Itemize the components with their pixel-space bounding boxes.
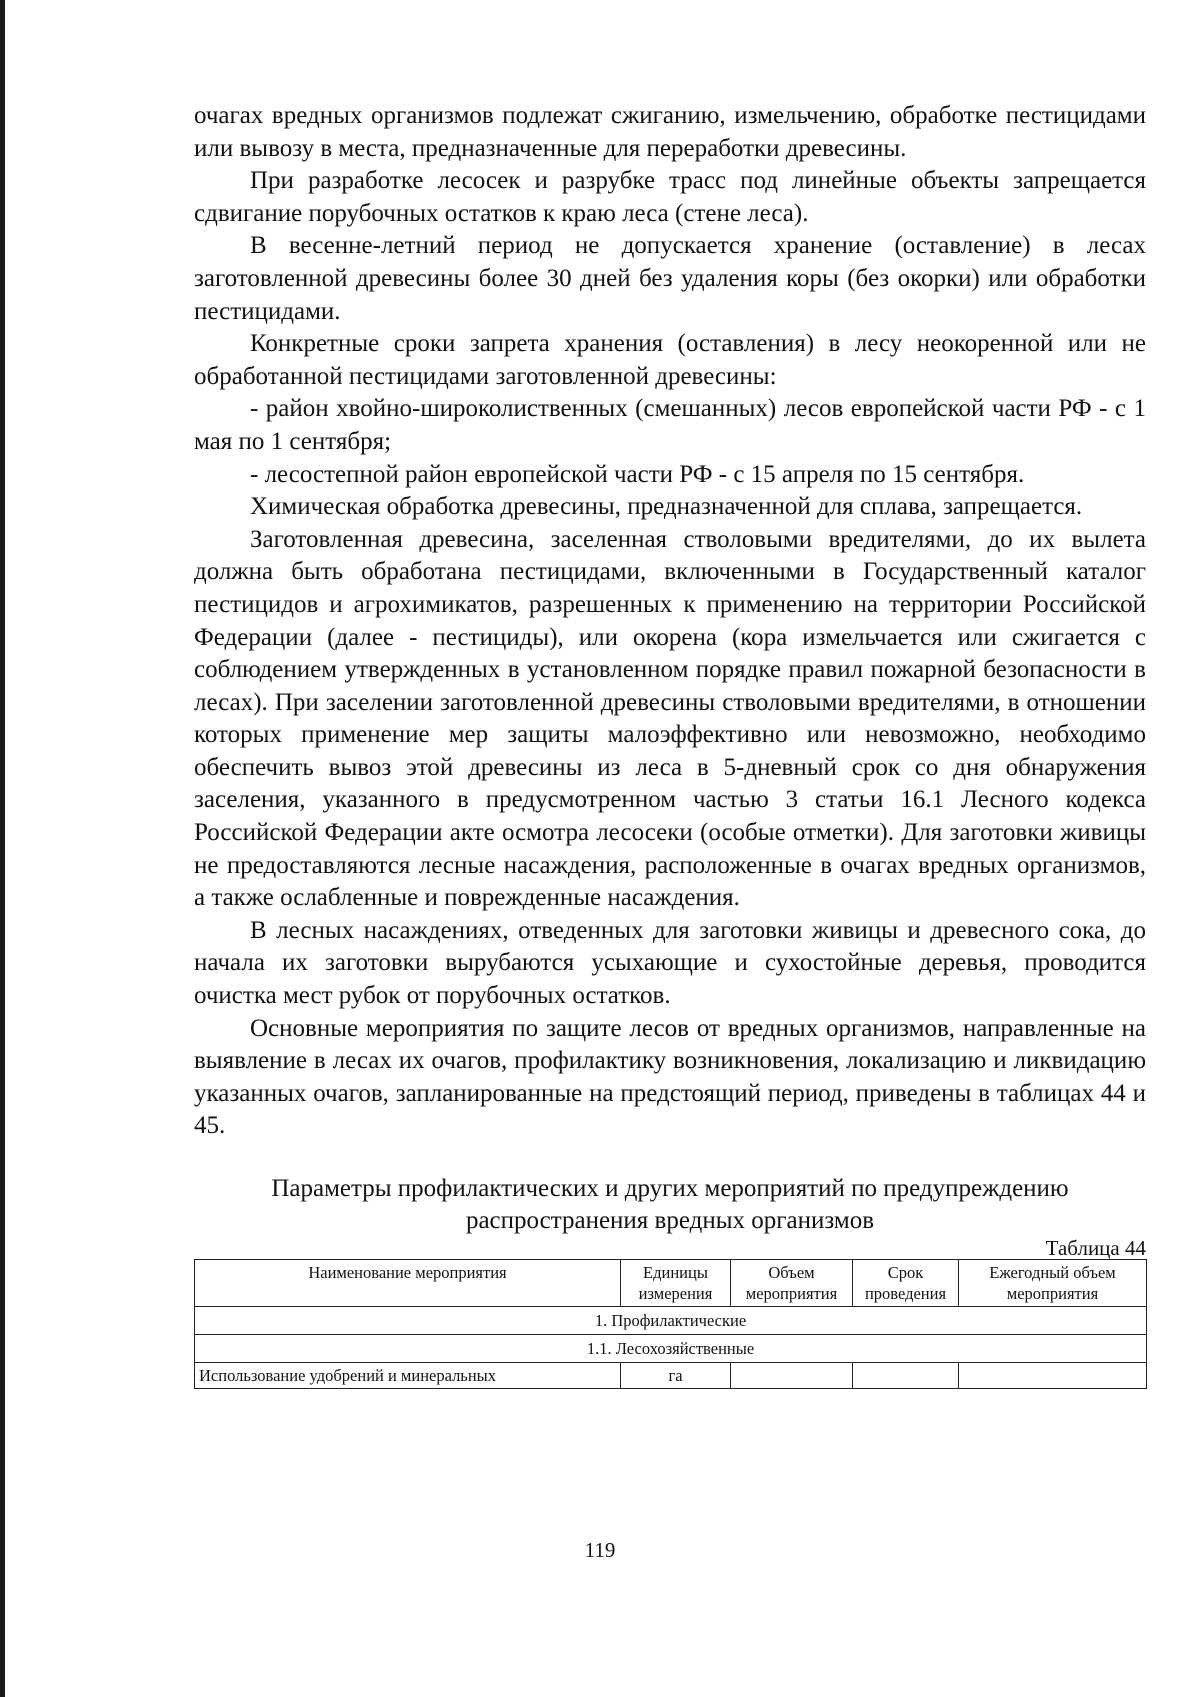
table-heading: Параметры профилактических и других мероприятий по предупреждению распространения вредных организмов [271,1175,1069,1234]
column-header-term: Срок проведения [853,1260,959,1307]
table-header-row [195,1260,1147,1307]
column-header-volume: Объем мероприятия [731,1260,853,1307]
list-item: - лесостепной район европейской части РФ - с 15 апреля по 15 сентября. [250,460,1025,488]
cell-annual [959,1363,1147,1389]
cell-unit: га [621,1363,731,1389]
paragraph: Конкретные сроки запрета хранения (оставления) в лесу неокоренной или не обработанной пестицидами заготовленной древесины: [194,330,1146,390]
paragraph-continuation: очагах вредных организмов подлежат сжиганию, измельчению, обработке пестицидами или вывозу в места, предназначенные для переработки древесины. [194,102,1146,162]
subsection-title: 1.1. Лесохозяйственные [195,1335,1147,1363]
paragraph: Основные мероприятия по защите лесов от вредных организмов, направленные на выявление в лесах их очагов, профилактику возникновения, локализацию и ликвидацию указанных очагов, запланированные на предстоящий период, приведены в таблицах 44 и 45. [194,1014,1146,1140]
paragraph: Заготовленная древесина, заселенная стволовыми вредителями, до их вылета должна быть обработана пестицидами, включенными в Государственный каталог пестицидов и агрохимикатов, разрешенных к применению на территории Российской Федерации (далее - пестициды), или окорена (кора измельчается или сжигается с соблюдением утвержденных в установленном порядке правил пожарной безопасности в лесах). При заселении заготовленной древесины стволовыми вредителями, в отношении которых применение мер защиты малоэффективно или невозможно, необходимо обеспечить вывоз этой древесины из леса в 5-дневный срок со дня обнаружения заселения, указанного в предусмотренном частью 3 статьи 16.1 Лесного кодекса Российской Федерации акте осмотра лесосеки (особые отметки). Для заготовки живицы не предоставляются лесные насаждения, расположенные в очагах вредных организмов, а также ослабленные и поврежденные насаждения. [194,525,1146,912]
table-number: Таблица 44 [1045,1236,1146,1260]
paragraph: В лесных насаждениях, отведенных для заготовки живицы и древесного сока, до начала их заготовки вырубаются усыхающие и сухостойные деревья, проводится очистка мест рубок от порубочных остатков. [194,916,1146,1010]
paragraph: При разработке лесосек и разрубке трасс под линейные объекты запрещается сдвигание порубочных остатков к краю леса (стене леса). [194,167,1146,227]
page-number: 119 [584,1538,616,1562]
table-subsection-row [195,1335,1147,1363]
table-row [195,1363,1147,1389]
cell-volume [731,1363,853,1389]
column-header-unit: Единицы измерения [621,1260,731,1307]
paragraph: В весенне-летний период не допускается хранение (оставление) в лесах заготовленной древесины более 30 дней без удаления коры (без окорки) или обработки пестицидами. [194,232,1146,325]
cell-name: Использование удобрений и минеральных [195,1363,621,1389]
body-text [194,100,1146,1143]
column-header-name: Наименование мероприятия [195,1260,621,1307]
document-page [194,100,1146,1389]
scan-left-edge [0,0,5,1697]
cell-term [853,1363,959,1389]
list-item: - район хвойно-широколиственных (смешанных) лесов европейской части РФ - с 1 мая по 1 сентября; [194,395,1146,455]
column-header-annual: Ежегодный объем мероприятия [959,1260,1147,1307]
section-title: 1. Профилактические [195,1307,1147,1335]
paragraph: Химическая обработка древесины, предназначенной для сплава, запрещается. [250,493,1083,521]
table-section-row [195,1307,1147,1335]
parameters-table [194,1259,1147,1389]
